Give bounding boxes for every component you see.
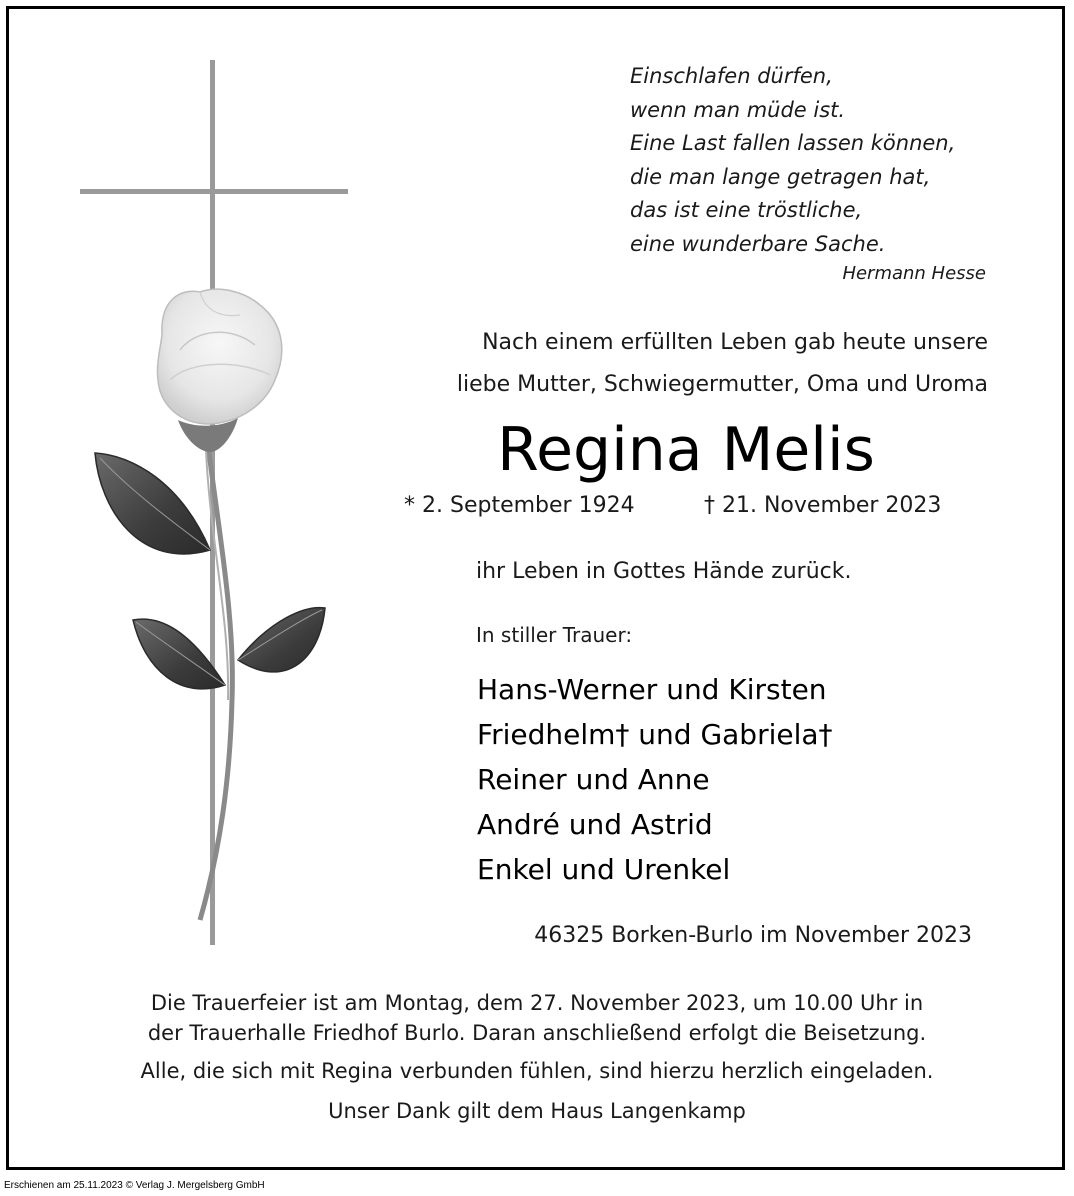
intro-line: liebe Mutter, Schwiegermutter, Oma und Uroma [456, 372, 988, 397]
funeral-info-line: Die Trauerfeier ist am Montag, dem 27. November 2023, um 10.00 Uhr in [150, 991, 924, 1015]
cross-and-rose-artwork [70, 60, 370, 950]
poem [630, 60, 955, 261]
mourners-list [477, 667, 833, 892]
poem-line: Einschlafen dürfen, [630, 64, 833, 88]
poem-line: das ist eine tröstliche, [630, 198, 863, 222]
deceased-name: Regina Melis [497, 415, 875, 485]
mourner-item: Friedhelm† und Gabriela† [477, 718, 833, 751]
funeral-info [40, 988, 1034, 1126]
intro-text [457, 322, 988, 406]
place-and-date: 46325 Borken-Burlo im November 2023 [534, 923, 972, 948]
publication-credit: Erschienen am 25.11.2023 © Verlag J. Mergelsberg GmbH [4, 1180, 265, 1191]
intro-line: Nach einem erfüllten Leben gab heute unsere [482, 330, 988, 355]
poem-line: eine wunderbare Sache. [630, 231, 886, 256]
funeral-info-line: der Trauerhalle Friedhof Burlo. Daran anschließend erfolgt die Beisetzung. [147, 1021, 927, 1045]
poem-line: die man lange getragen hat, [630, 164, 931, 189]
poem-line: Eine Last fallen lassen können, [630, 131, 956, 155]
invitation-line: Alle, die sich mit Regina verbunden fühlen, sind hierzu herzlich eingeladen. [140, 1059, 934, 1083]
birth-date: * 2. September 1924 [404, 493, 635, 518]
mourner-item: Reiner und Anne [477, 763, 710, 796]
death-date: † 21. November 2023 [704, 493, 942, 518]
poem-author: Hermann Hesse [842, 263, 986, 284]
mourner-item: Enkel und Urenkel [477, 853, 731, 886]
return-text: ihr Leben in Gottes Hände zurück. [476, 559, 852, 584]
poem-line: wenn man müde ist. [630, 97, 846, 122]
mourning-label: In stiller Trauer: [476, 623, 633, 647]
mourner-item: Hans-Werner und Kirsten [477, 673, 827, 706]
thanks-line: Unser Dank gilt dem Haus Langenkamp [328, 1099, 746, 1123]
mourner-item: André und Astrid [477, 808, 713, 841]
